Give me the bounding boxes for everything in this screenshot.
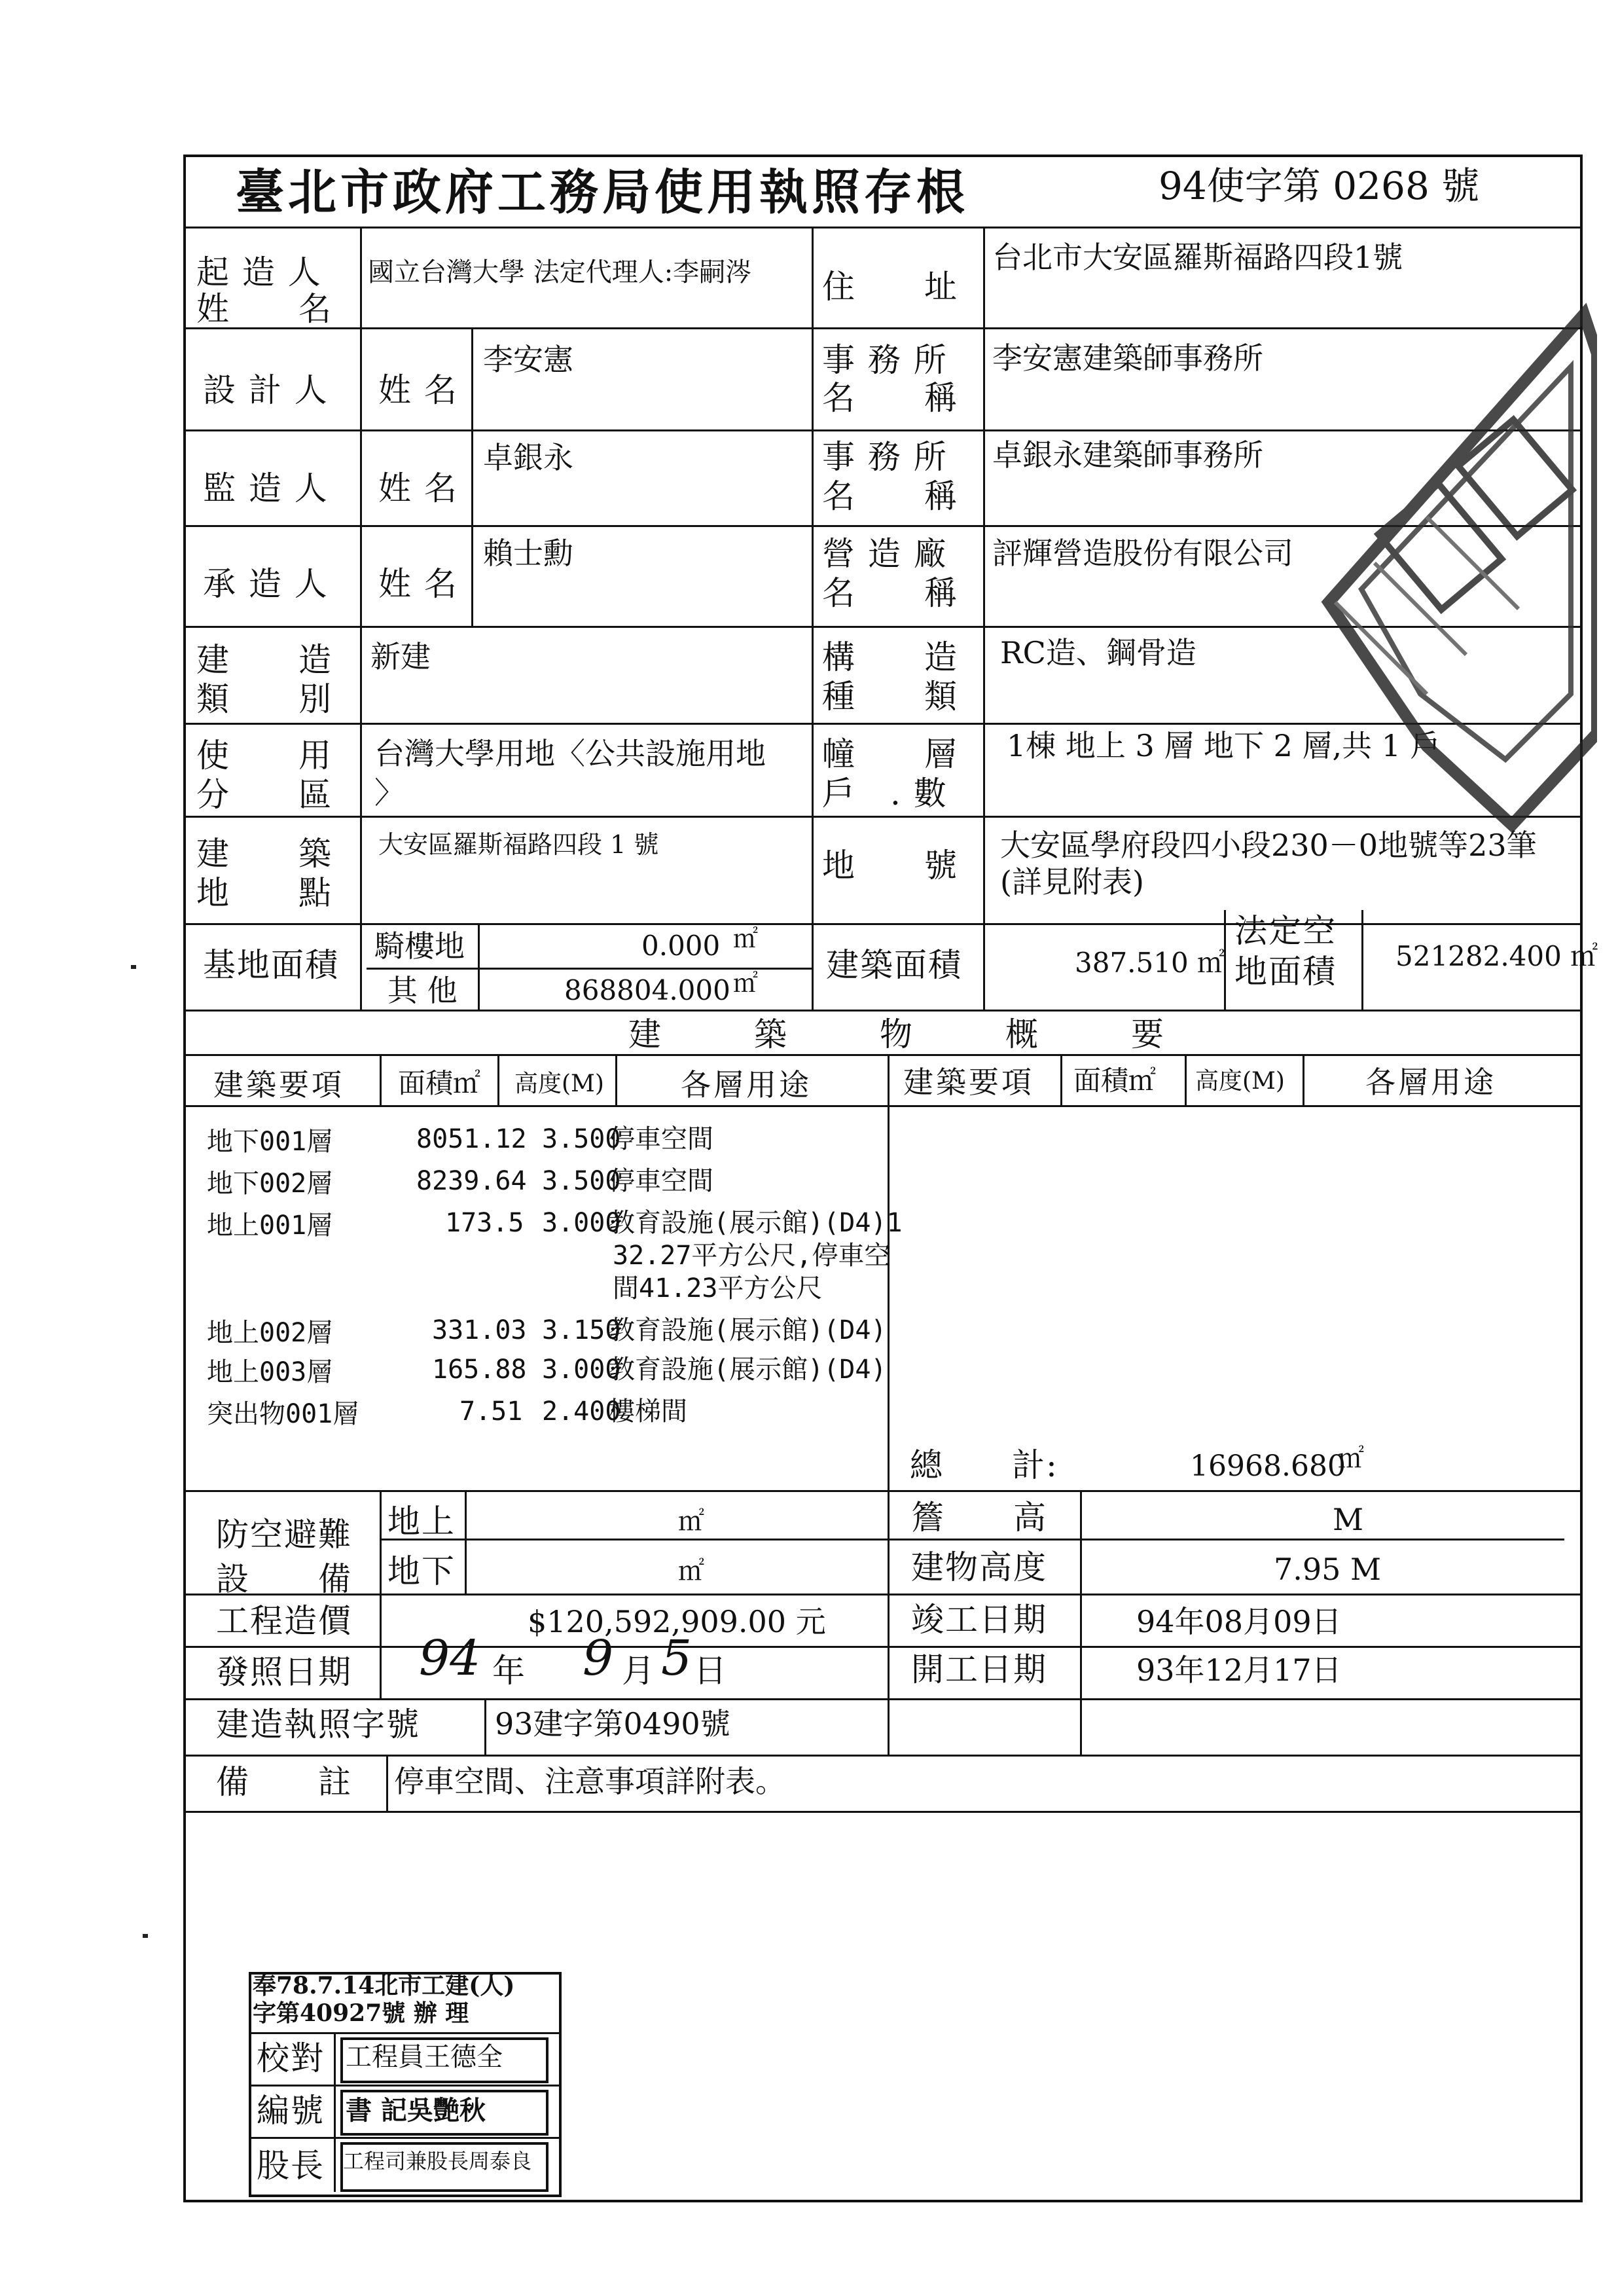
signature: 工程司兼股長周泰良 <box>343 2149 532 2174</box>
page-title: 臺北市政府工務局使用執照存根 <box>236 164 969 221</box>
issue-month: 9 <box>583 1630 614 1686</box>
floor-area: 331.03 <box>432 1315 527 1345</box>
owner-label-1: 起 造 人 <box>196 253 322 291</box>
contractor-name: 賴士勳 <box>483 536 573 571</box>
site-location-label-1: 建 築 <box>196 835 333 873</box>
col-area-right: 面積㎡ <box>1073 1065 1157 1097</box>
stamp-line-2: 字第40927號 辦 理 <box>253 1999 469 2027</box>
floor-height: 3.000 <box>542 1355 621 1385</box>
legal-open-space-label-2: 地面積 <box>1234 953 1337 991</box>
use-zone-label-1: 使 用 <box>196 737 333 774</box>
supervisor-name-label: 姓 名 <box>378 469 458 507</box>
permit-number: 94使字第 0268 號 <box>1159 164 1480 208</box>
floor-use: 教育設施(展示館)(D4)1 <box>609 1208 903 1238</box>
completion-label: 竣工日期 <box>911 1601 1047 1639</box>
other-label: 其 他 <box>387 973 458 1008</box>
building-area-value: 387.510 ㎡ <box>1075 947 1225 979</box>
start-date-label: 開工日期 <box>911 1650 1047 1688</box>
floor-area: 7.51 <box>459 1396 523 1427</box>
above-label: 地上 <box>387 1503 456 1540</box>
designer-office: 李安憲建築師事務所 <box>992 340 1263 376</box>
signature: 工程員王德全 <box>346 2042 503 2072</box>
building-area-label: 建築面積 <box>826 946 962 984</box>
completion-value: 94年08月09日 <box>1136 1604 1342 1639</box>
address-value: 台北市大安區羅斯福路四段1號 <box>992 240 1403 275</box>
floors-label-1: 幢 層 <box>822 735 958 773</box>
bldg-height-value: 7.95 M <box>1274 1552 1382 1587</box>
structure-label-2: 種 類 <box>822 678 958 716</box>
issue-day: 5 <box>661 1630 692 1686</box>
issue-year-label: 年 <box>492 1652 526 1690</box>
stamp-line-1: 奉78.7.14北市工建(人) <box>253 1972 515 1999</box>
lot-no-label: 地 號 <box>822 847 958 884</box>
col-height-right: 高度(M) <box>1195 1068 1285 1095</box>
structure-value: RC造、鋼骨造 <box>1000 635 1196 670</box>
use-zone-value-2: 〉 <box>374 775 404 811</box>
floor-height: 3.500 <box>542 1166 621 1196</box>
floor-use: 停車空間 <box>609 1124 713 1154</box>
stamp-row-label: 校對 <box>257 2039 325 2077</box>
bldg-height-label: 建物高度 <box>911 1548 1047 1586</box>
col-use-right: 各層用途 <box>1365 1065 1496 1100</box>
designer-name: 李安憲 <box>483 342 573 377</box>
remarks-value: 停車空間、注意事項詳附表。 <box>394 1764 785 1799</box>
site-location-value: 大安區羅斯福路四段 1 號 <box>378 830 659 859</box>
use-zone-value-1: 台灣大學用地〈公共設施用地 <box>374 736 766 771</box>
designer-label: 設 計 人 <box>203 371 329 409</box>
floors-label-2: 戶 . 數 <box>822 774 948 812</box>
floor-use: 教育設施(展示館)(D4) <box>609 1355 887 1385</box>
arcade-label: 騎樓地 <box>374 928 465 964</box>
eaves-label: 簷 高 <box>911 1499 1047 1537</box>
total-value: 16968.680 <box>1190 1449 1346 1483</box>
build-type-value: 新建 <box>370 639 431 674</box>
scan-speck <box>143 1934 148 1938</box>
floor-height: 3.000 <box>542 1208 621 1238</box>
floor-height: 3.500 <box>542 1124 621 1154</box>
supervisor-label: 監 造 人 <box>203 469 329 507</box>
col-area-left: 面積㎡ <box>398 1067 481 1099</box>
floor-use: 教育設施(展示館)(D4) <box>609 1315 887 1345</box>
permit-ref-value: 93建字第0490號 <box>495 1706 730 1741</box>
floor-area: 165.88 <box>432 1355 527 1385</box>
permit-ref-label: 建造執照字號 <box>216 1705 420 1743</box>
supervisor-office-label-2: 名 稱 <box>822 477 958 515</box>
below-label: 地下 <box>387 1552 456 1590</box>
use-zone-label-2: 分 區 <box>196 776 333 814</box>
site-location-label-2: 地 點 <box>196 874 333 912</box>
floor-use: 停車空間 <box>609 1166 713 1196</box>
issue-date-label: 發照日期 <box>216 1653 352 1691</box>
signature: 書 記吳艷秋 <box>346 2095 486 2126</box>
designer-office-label-1: 事 務 所 <box>822 341 948 379</box>
col-item-right: 建築要項 <box>903 1065 1034 1100</box>
floor-item: 地上003層 <box>207 1357 333 1387</box>
supervisor-office-label-1: 事 務 所 <box>822 438 948 476</box>
floor-item: 地上002層 <box>207 1318 333 1348</box>
col-use-left: 各層用途 <box>681 1067 812 1102</box>
floor-use: 樓梯間 <box>609 1396 687 1427</box>
air-raid-label-1: 防空避難 <box>216 1516 352 1554</box>
col-height-left: 高度(M) <box>514 1070 604 1097</box>
floor-item: 地下002層 <box>207 1169 333 1199</box>
structure-label-1: 構 造 <box>822 638 958 676</box>
factory-label-2: 名 稱 <box>822 574 958 612</box>
remarks-label: 備 註 <box>216 1763 352 1801</box>
lot-no-value-1: 大安區學府段四小段230－0地號等23筆 <box>1000 828 1537 863</box>
designer-office-label-2: 名 稱 <box>822 379 958 417</box>
build-type-label-2: 類 別 <box>196 680 333 718</box>
floor-area: 8239.64 <box>416 1166 527 1196</box>
issue-month-label: 月 <box>622 1652 656 1690</box>
lot-no-value-2: (詳見附表) <box>1000 864 1144 900</box>
legal-open-space-value: 521282.400 ㎡ <box>1395 940 1598 972</box>
build-type-label-1: 建 造 <box>196 641 333 679</box>
owner-value: 國立台灣大學 法定代理人:李嗣涔 <box>368 257 752 287</box>
floor-area: 8051.12 <box>416 1124 527 1154</box>
floor-height: 3.150 <box>542 1315 621 1345</box>
contractor-name-label: 姓 名 <box>378 565 458 603</box>
summary-title: 建 築 物 概 要 <box>628 1015 1173 1053</box>
stamp-row-label: 股長 <box>257 2147 325 2185</box>
floor-item: 地下001層 <box>207 1127 333 1157</box>
arcade-area: 0.000 <box>641 930 721 962</box>
start-date-value: 93年12月17日 <box>1136 1652 1342 1688</box>
legal-open-space-label-1: 法定空 <box>1234 912 1337 950</box>
col-item-left: 建築要項 <box>213 1067 344 1102</box>
supervisor-name: 卓銀永 <box>483 440 573 475</box>
floor-use-cont: 32.27平方公尺,停車空 <box>613 1241 891 1271</box>
floor-item: 突出物001層 <box>207 1399 359 1429</box>
cost-value: $120,592,909.00 元 <box>528 1604 826 1639</box>
factory-label-1: 營 造 廠 <box>822 535 948 573</box>
total-label: 總 計: <box>910 1446 1058 1484</box>
contractor-company: 評輝營造股份有限公司 <box>992 536 1293 571</box>
air-raid-label-2: 設 備 <box>216 1560 352 1598</box>
total-unit: ㎡ <box>1338 1444 1364 1474</box>
eaves-value: M <box>1333 1502 1364 1537</box>
supervisor-office: 卓銀永建築師事務所 <box>992 437 1263 473</box>
issue-year: 94 <box>419 1630 481 1686</box>
site-area-label: 基地面積 <box>203 946 339 984</box>
floor-height: 2.400 <box>542 1396 621 1427</box>
address-label: 住 址 <box>822 268 958 306</box>
above-unit: ㎡ <box>678 1506 704 1537</box>
stamp-row-label: 編號 <box>257 2092 325 2130</box>
other-area: 868804.000 <box>564 974 730 1006</box>
scan-speck <box>131 965 136 969</box>
below-unit: ㎡ <box>678 1556 704 1586</box>
official-seal-stamp <box>1231 236 1597 930</box>
floor-area: 173.5 <box>445 1208 524 1238</box>
issue-day-label: 日 <box>694 1652 728 1690</box>
designer-name-label: 姓 名 <box>378 371 458 409</box>
floor-use-cont: 間41.23平方公尺 <box>613 1273 823 1303</box>
contractor-label: 承 造 人 <box>203 565 329 603</box>
owner-label-2: 姓 名 <box>196 290 333 328</box>
arcade-unit: ㎡ <box>733 924 759 953</box>
cost-label: 工程造價 <box>216 1602 352 1640</box>
floors-value: 1棟 地上 3 層 地下 2 層,共 1 戶 <box>1007 728 1441 763</box>
other-unit: ㎡ <box>733 969 759 998</box>
floor-item: 地上001層 <box>207 1211 333 1241</box>
